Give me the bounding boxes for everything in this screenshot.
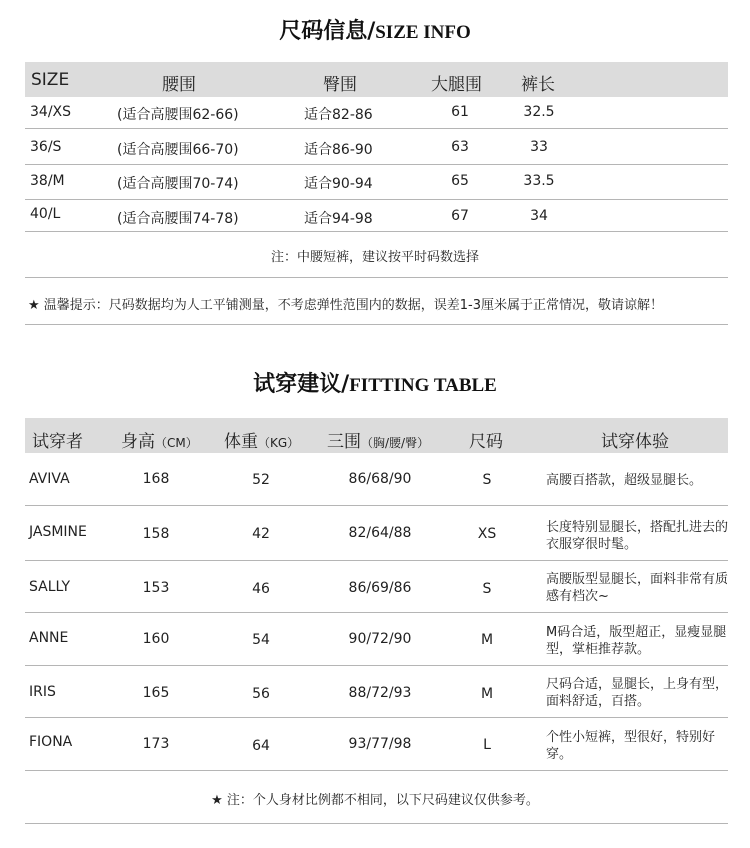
tester-measure: 88/72/93: [348, 685, 412, 701]
size-header-length: 裤长: [521, 75, 555, 95]
size-cell-thigh: 61: [451, 104, 469, 120]
fitting-header-tester: 试穿者: [32, 432, 83, 452]
warm-tip: ★ 温馨提示：尺码数据均为人工平铺测量，不考虑弹性范围内的数据，误差1-3厘米属于正常情况，敬请谅解！: [28, 298, 664, 313]
size-cell-waist: (适合高腰围70-74): [117, 176, 239, 192]
tester-height: 173: [142, 736, 170, 752]
row-divider: [25, 717, 728, 718]
size-cell-waist: (适合高腰围62-66): [117, 107, 239, 123]
tester-weight: 56: [252, 686, 270, 702]
size-cell-length: 34: [530, 208, 548, 224]
tester-name: SALLY: [29, 579, 71, 595]
tester-name: ANNE: [29, 630, 69, 646]
tester-experience: 长度特别显腿长，搭配扎进去的衣服穿很时髦。: [546, 520, 729, 552]
size-cell-waist: (适合高腰围66-70): [117, 142, 239, 158]
size-cell-length: 32.5: [523, 104, 555, 120]
tester-weight: 64: [252, 738, 270, 754]
tester-experience: 个性小短裤，型很好，特别好穿。: [546, 730, 716, 762]
size-header-thigh: 大腿围: [431, 75, 482, 95]
fitting-title: 试穿建议/FITTING TABLE: [253, 372, 497, 397]
tester-weight: 46: [252, 581, 270, 597]
row-divider: [25, 199, 728, 200]
row-divider: [25, 665, 728, 666]
row-divider: [25, 128, 728, 129]
tester-name: JASMINE: [29, 524, 87, 540]
size-info-title: 尺码信息/SIZE INFO: [279, 19, 471, 44]
section-divider: [25, 823, 728, 824]
size-cell-size: 36/S: [30, 139, 62, 155]
tester-experience: 高腰版型显腿长，面料非常有质感有档次~: [546, 572, 729, 604]
size-cell-size: 40/L: [30, 206, 61, 222]
tester-experience: M码合适，版型超正，显瘦显腿型，掌柜推荐款。: [546, 625, 727, 657]
section-divider: [25, 277, 728, 278]
size-note: 注：中腰短裤，建议按平时码数选择: [270, 250, 479, 265]
tester-measure: 93/77/98: [348, 736, 412, 752]
size-cell-thigh: 65: [451, 173, 469, 189]
size-cell-size: 34/XS: [30, 104, 72, 120]
tester-name: FIONA: [29, 734, 73, 750]
row-divider: [25, 505, 728, 506]
tester-size: M: [480, 632, 494, 648]
fitting-header-size: 尺码: [469, 432, 503, 452]
size-cell-hip: 适合90-94: [304, 176, 373, 192]
fitting-header-height: 身高（CM）: [121, 432, 198, 452]
tester-height: 158: [142, 526, 170, 542]
size-header-waist: 腰围: [162, 75, 196, 95]
tester-measure: 82/64/88: [348, 525, 412, 541]
fitting-header-experience: 试穿体验: [601, 432, 669, 452]
tester-measure: 86/68/90: [348, 471, 412, 487]
tester-size: XS: [477, 526, 497, 542]
size-table-header: [25, 62, 728, 97]
tester-weight: 52: [252, 472, 270, 488]
tester-size: M: [480, 686, 494, 702]
tester-measure: 90/72/90: [348, 631, 412, 647]
tester-height: 160: [142, 631, 170, 647]
size-cell-thigh: 67: [451, 208, 469, 224]
tester-height: 168: [142, 471, 170, 487]
size-cell-hip: 适合86-90: [304, 142, 373, 158]
tester-size: L: [483, 737, 491, 753]
size-header-hip: 臀围: [323, 75, 357, 95]
fitting-note: ★ 注：个人身材比例都不相同，以下尺码建议仅供参考。: [211, 793, 539, 808]
row-divider: [25, 612, 728, 613]
tester-name: AVIVA: [29, 471, 70, 487]
fitting-header-weight: 体重（KG）: [224, 432, 300, 452]
row-divider: [25, 164, 728, 165]
row-divider: [25, 231, 728, 232]
tester-height: 153: [142, 580, 170, 596]
section-divider: [25, 324, 728, 325]
size-cell-thigh: 63: [451, 139, 469, 155]
tester-weight: 42: [252, 526, 270, 542]
size-cell-size: 38/M: [30, 173, 65, 189]
size-header-size: SIZE: [31, 70, 70, 90]
tester-weight: 54: [252, 632, 270, 648]
fitting-header-measure: 三围（胸/腰/臀）: [327, 432, 430, 452]
tester-experience: 高腰百搭款，超级显腿长。: [546, 473, 703, 488]
row-divider: [25, 770, 728, 771]
size-cell-hip: 适合82-86: [304, 107, 373, 123]
size-cell-length: 33.5: [523, 173, 555, 189]
row-divider: [25, 560, 728, 561]
tester-height: 165: [142, 685, 170, 701]
tester-measure: 86/69/86: [348, 580, 412, 596]
tester-name: IRIS: [29, 684, 56, 700]
tester-size: S: [482, 581, 492, 597]
size-cell-hip: 适合94-98: [304, 211, 373, 227]
size-cell-length: 33: [530, 139, 548, 155]
tester-size: S: [482, 472, 492, 488]
size-cell-waist: (适合高腰围74-78): [117, 211, 239, 227]
tester-experience: 尺码合适，显腿长，上身有型，面料舒适，百搭。: [546, 677, 729, 709]
